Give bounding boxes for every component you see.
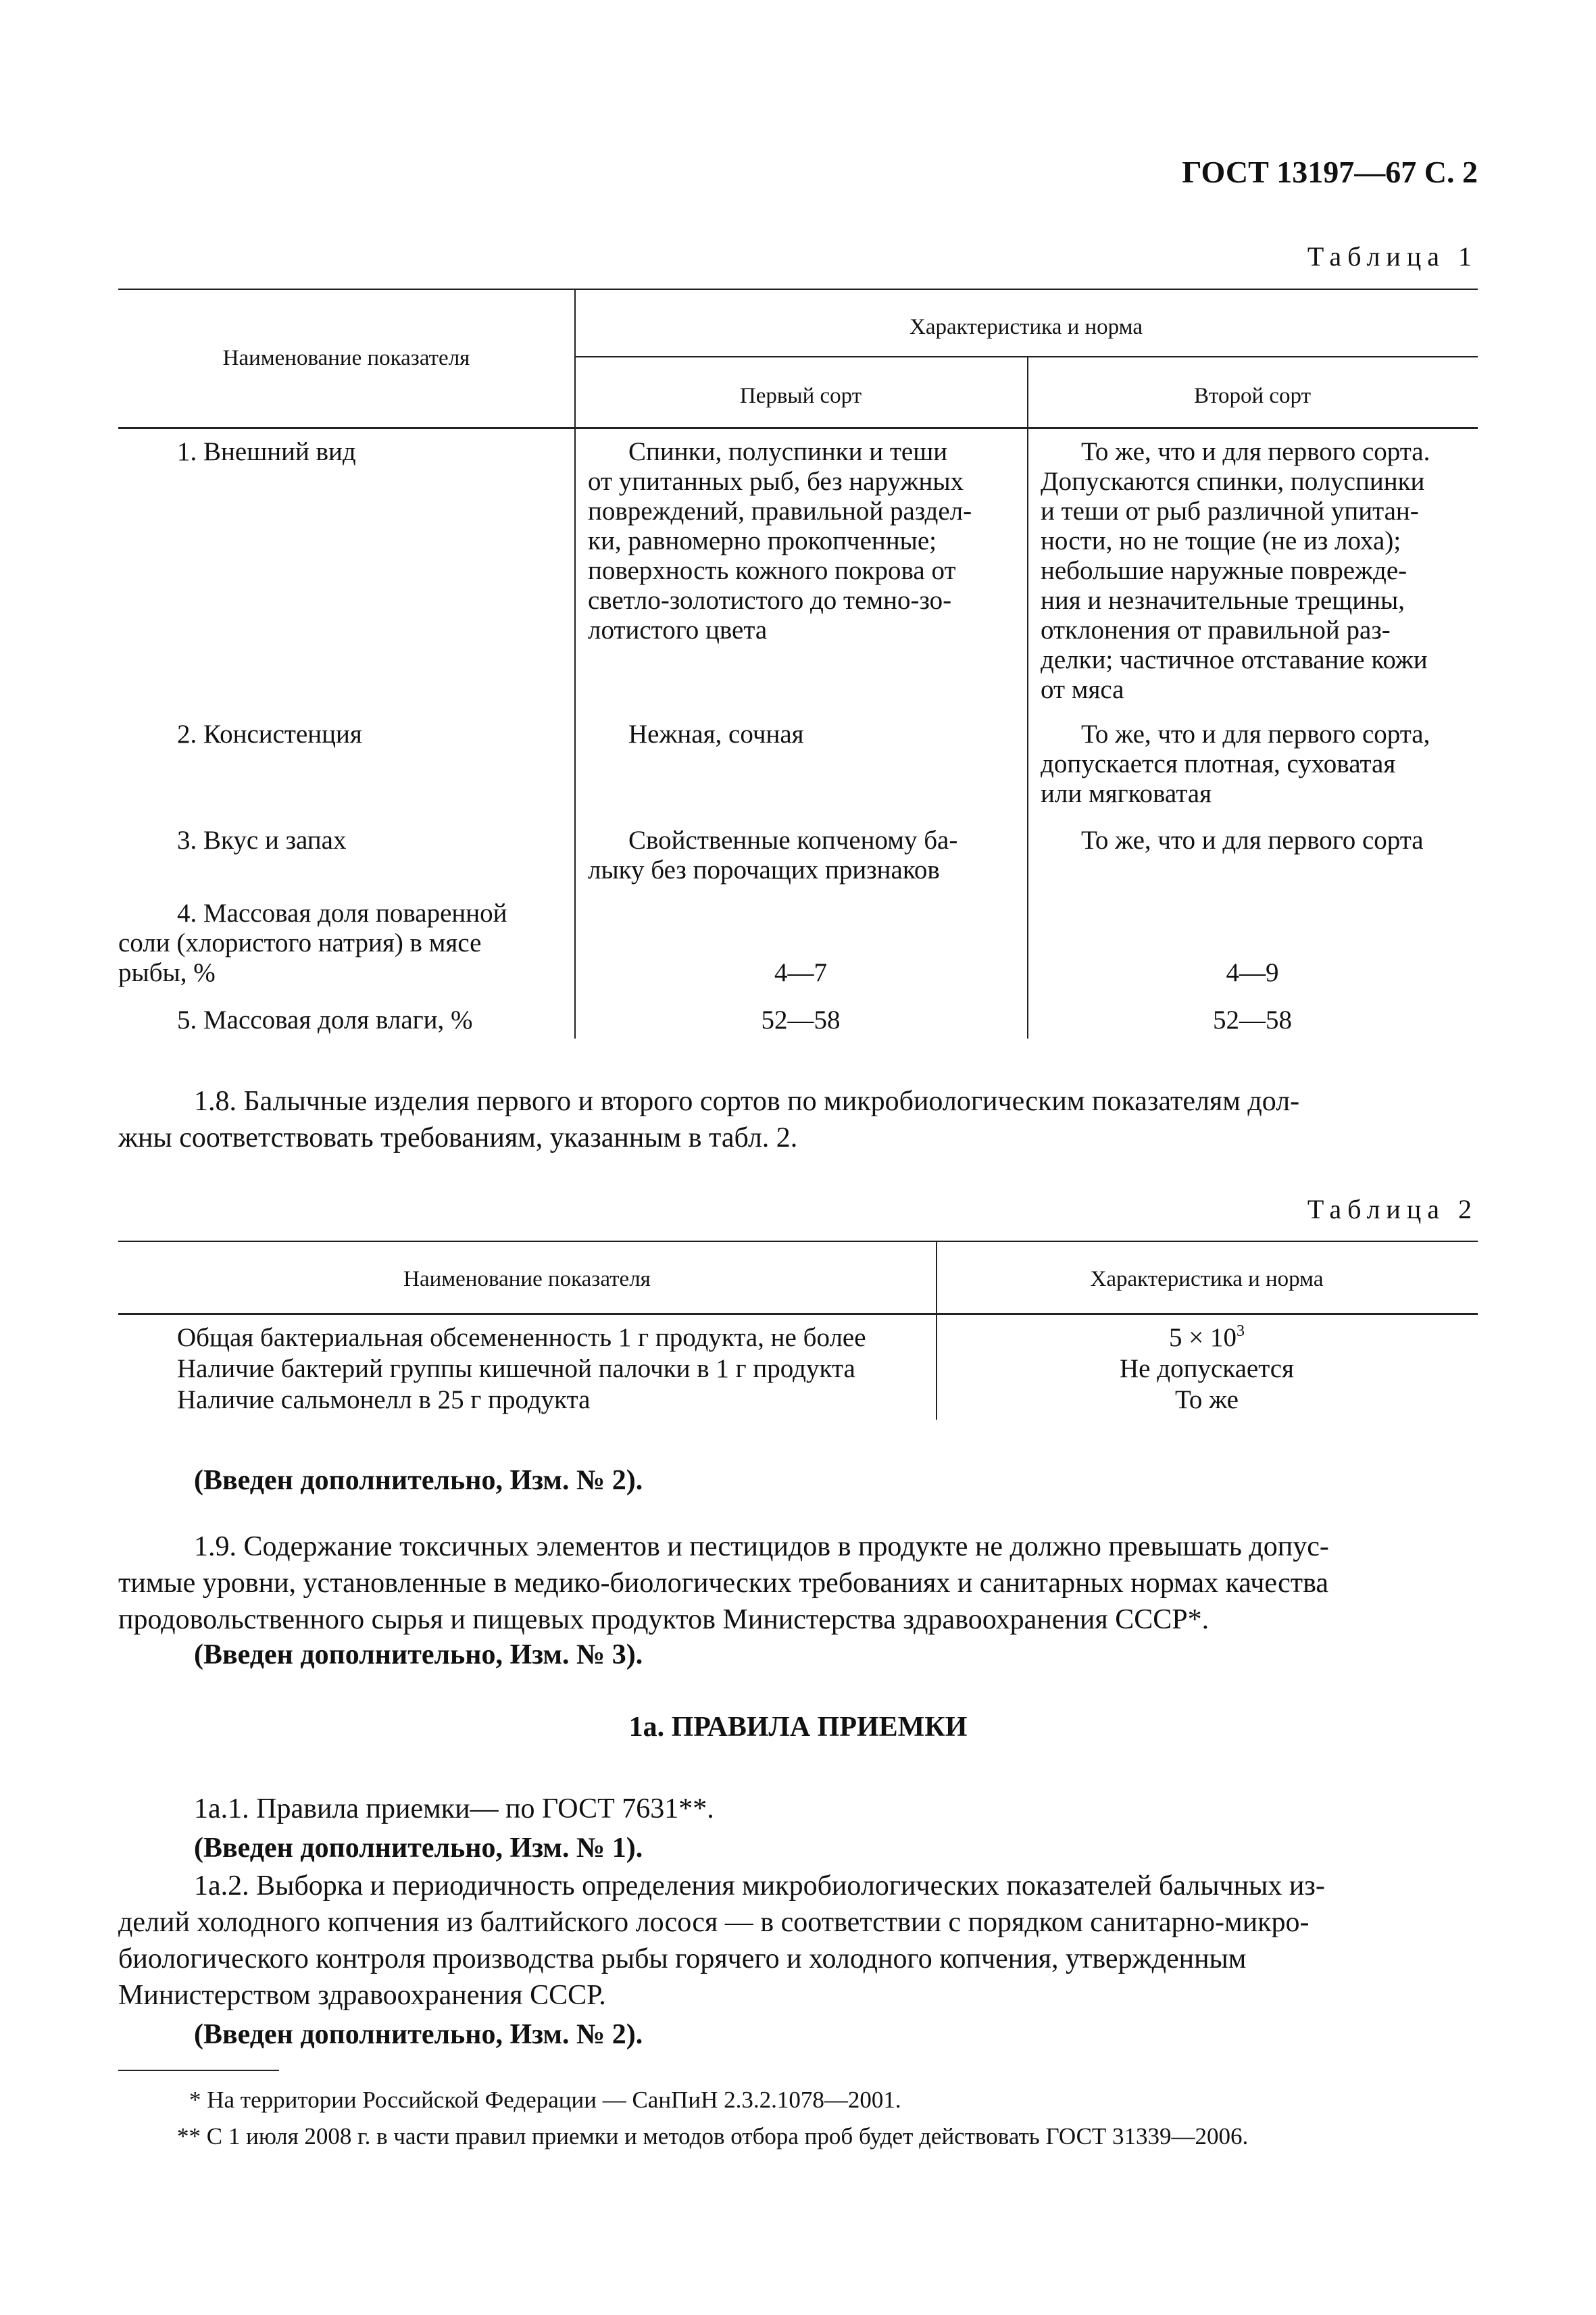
text-line: жны соответствовать требованиям, указанным в табл. 2. [118,1122,798,1153]
amendment-note-2b: (Введен дополнительно, Изм. № 2). [194,2019,643,2050]
text-line: 4. Массовая доля поваренной [177,899,507,928]
table2-row2-norm: Не допускается [1120,1354,1294,1383]
table1-row1-second [1041,437,1468,705]
text-line: ния и незначительные трещины, [1041,586,1405,615]
table2-row2-name: Наличие бактерий группы кишечной палочки в 1 г продукта [177,1354,855,1383]
amendment-note-2: (Введен дополнительно, Изм. № 2). [194,1465,643,1496]
table1-head-second-grade: Второй сорт [1193,384,1312,408]
text-line: от упитанных рыб, без наружных [588,467,964,496]
table2-head-norm: Характеристика и норма [1090,1267,1324,1291]
table1-row5-name: 5. Массовая доля влаги, % [177,1005,473,1035]
text-line: и теши от рыб различной упитан- [1041,497,1419,526]
table1-row5-second: 52—58 [1213,1005,1292,1035]
table1-row2-second [1041,720,1468,809]
table1-row3-name: 3. Вкус и запах [177,826,347,855]
text-line: ки, равномерно прокопченные; [588,526,937,555]
page-header: ГОСТ 13197—67 С. 2 [1182,155,1478,189]
paragraph-1a-2 [118,1868,1478,2014]
table2-head-rule [118,1313,1478,1315]
amendment-note-3: (Введен дополнительно, Изм. № 3). [194,1639,643,1670]
norm-value: 5 × 10 [1169,1323,1237,1352]
section-heading: 1а. ПРАВИЛА ПРИЕМКИ [628,1712,968,1743]
text-line: Свойственные копченому ба- [628,826,958,855]
text-line: поверхность кожного покрова от [588,556,956,585]
paragraph-1-8 [118,1083,1478,1156]
text-line: соли (хлористого натрия) в мясе [118,928,482,957]
table1-row4-first: 4—7 [774,958,827,987]
text-line: или мягковатая [1041,779,1212,808]
text-line: рыбы, % [118,958,216,987]
table1-head-name: Наименование показателя [222,346,470,370]
footnote-1: * На территории Российской Федерации — СанПиН 2.3.2.1078—2001. [189,2087,901,2113]
text-line: от мяса [1041,675,1124,704]
text-line: Допускаются спинки, полуспинки [1041,467,1425,496]
table1-top-rule [118,289,1478,290]
text-line: биологического контроля производства рыбы горячего и холодного копчения, утвержденным [118,1943,1247,1974]
text-line: повреждений, правильной раздел- [588,497,972,526]
table1-head-first-grade: Первый сорт [739,384,862,408]
text-line: светло-золотистого до темно-зо- [588,586,952,615]
table1-row1-first [588,437,1014,645]
text-line: делки; частичное отставание кожи [1041,645,1428,674]
paragraph-1-9 [118,1528,1478,1638]
text-line: 1.8. Балычные изделия первого и второго сортов по микробиологическим показателям дол- [194,1086,1300,1117]
text-line: отклонения от правильной раз- [1041,616,1391,645]
text-line: делий холодного копчения из балтийского лосося — в соответствии с порядком санитарно-микро- [118,1907,1310,1938]
table1-row3-first [588,826,1014,885]
table2-row1-name: Общая бактериальная обсемененность 1 г продукта, не более [177,1323,866,1352]
text-line: ности, но не тощие (не из лоха); [1041,526,1401,555]
text-line: лотистого цвета [588,616,768,645]
table1-row4-second: 4—9 [1226,958,1279,987]
paragraph-1a-1: 1а.1. Правила приемки— по ГОСТ 7631**. [194,1793,714,1824]
table2-row3-name: Наличие сальмонелл в 25 г продукта [177,1385,591,1414]
table1-head-group: Характеристика и норма [909,315,1143,339]
table1-subhead-rule [574,356,1478,357]
table1-head-rule [118,427,1478,429]
table2-row1-norm [936,1323,1478,1353]
table2-top-rule [118,1241,1478,1242]
text-line: То же, что и для первого сорта. [1081,437,1430,466]
table2-row3-norm: То же [1175,1385,1239,1414]
table1-caption: Таблица 1 [1307,241,1478,272]
norm-exponent: 3 [1237,1322,1245,1340]
text-line: допускается плотная, суховатая [1041,749,1396,778]
text-line: лыку без порочащих признаков [588,855,940,885]
text-line: тимые уровни, установленные в медико-биологических требованиях и санитарных нормах качества [118,1568,1328,1599]
text-line: 1а.2. Выборка и периодичность определения микробиологических показателей балычных из- [194,1870,1325,1901]
table1-row2-name: 2. Консистенция [177,720,362,749]
text-line: небольшие наружные поврежде- [1041,556,1407,585]
table1-row2-first: Нежная, сочная [628,720,804,749]
table1-row3-second: То же, что и для первого сорта [1081,826,1424,855]
text-line: 1.9. Содержание токсичных элементов и пестицидов в продукте не должно превышать допус- [194,1531,1329,1562]
table2-head-name: Наименование показателя [403,1267,651,1291]
text-line: Спинки, полуспинки и теши [628,437,948,466]
amendment-note-1: (Введен дополнительно, Изм. № 1). [194,1833,643,1864]
text-line: Министерством здравоохранения СССР. [118,1980,606,2011]
text-line: продовольственного сырья и пищевых продуктов Министерства здравоохранения СССР*. [118,1604,1210,1635]
table1-row4-name [118,899,561,988]
table2-caption: Таблица 2 [1307,1194,1478,1224]
table1-col-divider-2 [1027,356,1028,1039]
table1-row5-first: 52—58 [761,1005,841,1035]
text-line: То же, что и для первого сорта, [1081,720,1430,749]
footnote-rule [118,2070,279,2071]
footnote-2: ** С 1 июля 2008 г. в части правил приемки и методов отбора проб будет действовать ГОСТ 31339—2006. [177,2123,1249,2149]
table1-row1-name: 1. Внешний вид [177,437,356,466]
